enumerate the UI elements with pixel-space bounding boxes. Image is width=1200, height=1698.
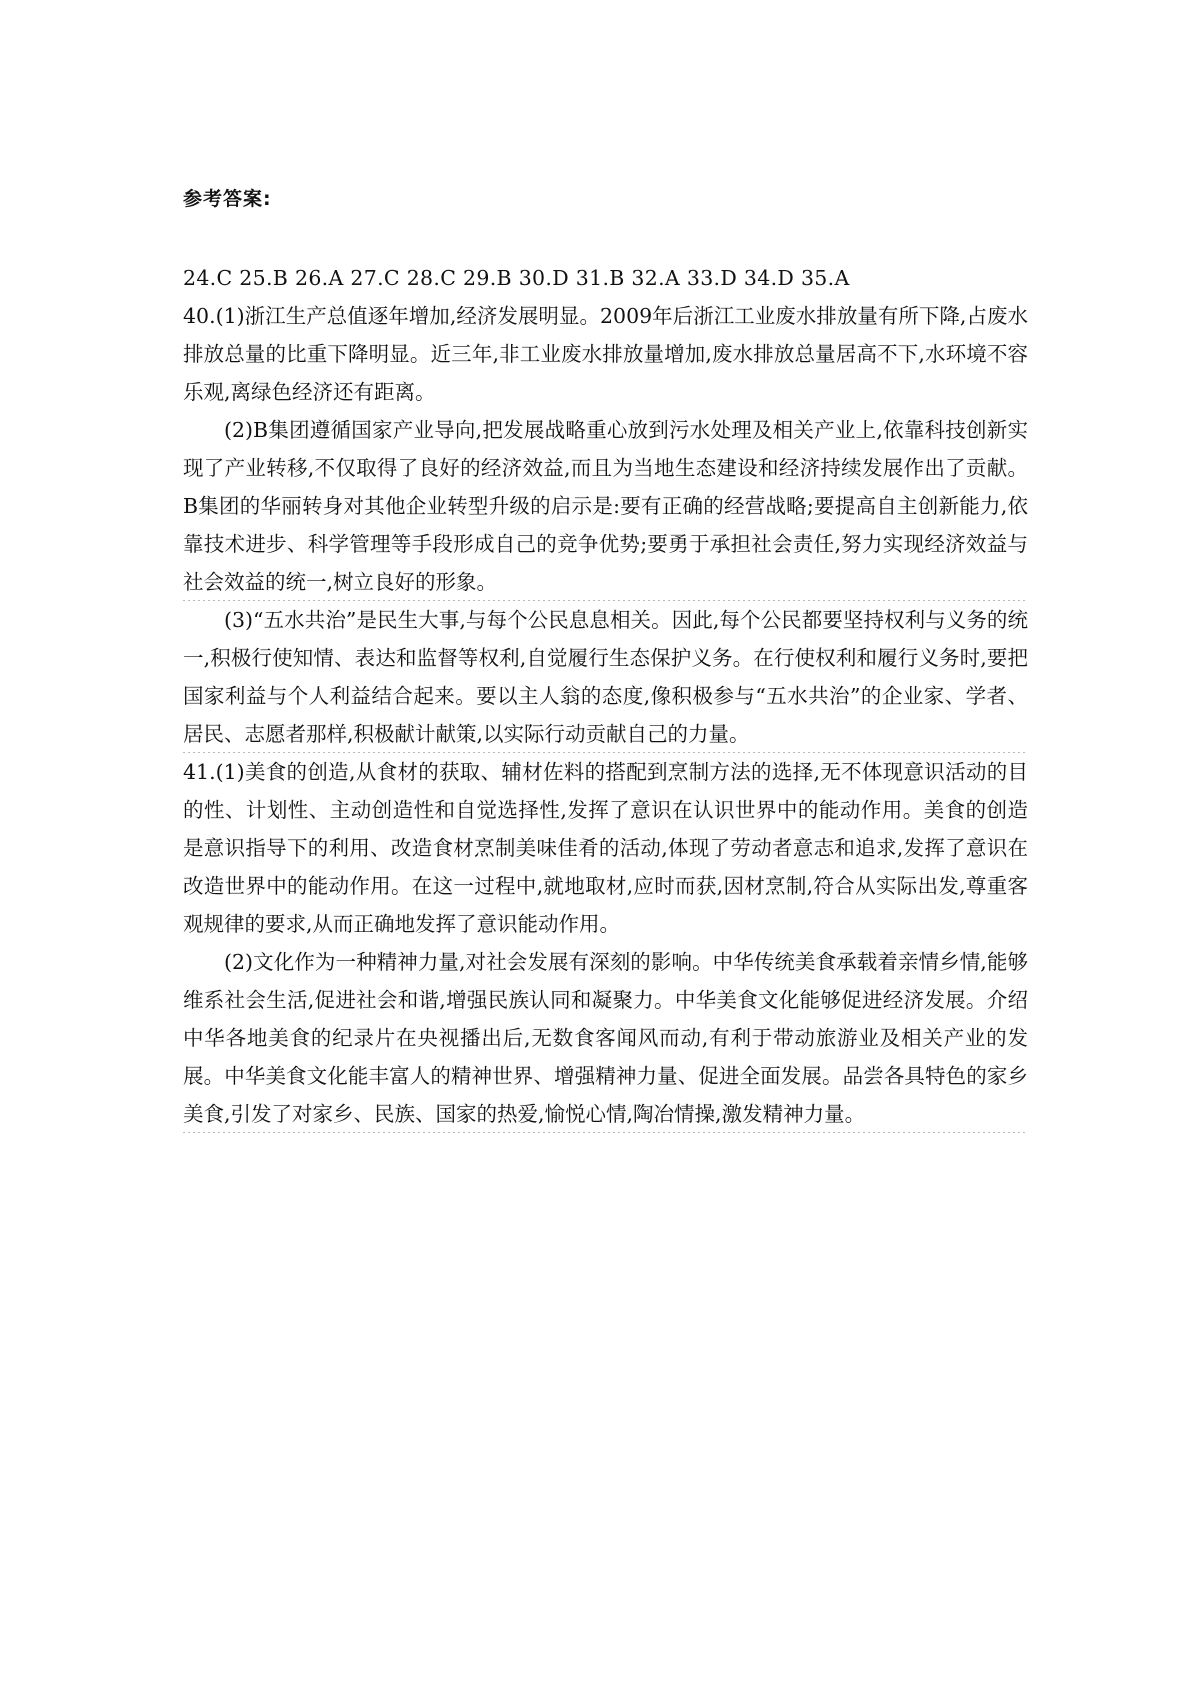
q41-part2: (2)文化作为一种精神力量,对社会发展有深刻的影响。中华传统美食承载着亲情乡情,能够维系社会生活,促进社会和谐,增强民族认同和凝聚力。中华美食文化能够促进经济发展。介绍中华各地美食的纪录片在央视播出后,无数食客闻风而动,有利于带动旅游业及相关产业的发展。中华美食文化能丰富人的精神世界、增强精神力量、促进全面发展。品尝各具特色的家乡美食,引发了对家乡、民族、国家的热爱,愉悦心情,陶冶情操,激发精神力量。 — [183, 943, 1028, 1133]
q41-part1: 41.(1)美食的创造,从食材的获取、辅材佐料的搭配到烹制方法的选择,无不体现意识活动的目的性、计划性、主动创造性和自觉选择性,发挥了意识在认识世界中的能动作用。美食的创造是意识指导下的利用、改造食材烹制美味佳肴的活动,体现了劳动者意志和追求,发挥了意识在改造世界中的能动作用。在这一过程中,就地取材,应时而获,因材烹制,符合从实际出发,尊重客观规律的要求,从而正确地发挥了意识能动作用。 — [183, 760, 1028, 936]
answer-page — [183, 0, 1028, 1698]
multiple-choice-answers: 24.C 25.B 26.A 27.C 28.C 29.B 30.D 31.B 32.A 33.D 34.D 35.A — [183, 266, 850, 290]
q40-part2: (2)B集团遵循国家产业导向,把发展战略重心放到污水处理及相关产业上,依靠科技创新实现了产业转移,不仅取得了良好的经济效益,而且为当地生态建设和经济持续发展作出了贡献。B集团的华丽转身对其他企业转型升级的启示是:要有正确的经营战略;要提高自主创新能力,依靠技术进步、科学管理等手段形成自己的竞争优势;要勇于承担社会责任,努力实现经济效益与社会效益的统一,树立良好的形象。 — [183, 411, 1028, 601]
q40-part3: (3)“五水共治”是民生大事,与每个公民息息相关。因此,每个公民都要坚持权利与义务的统一,积极行使知情、表达和监督等权利,自觉履行生态保护义务。在行使权利和履行义务时,要把国家利益与个人利益结合起来。要以主人翁的态度,像积极参与“五水共治”的企业家、学者、居民、志愿者那样,积极献计献策,以实际行动贡献自己的力量。 — [183, 601, 1028, 753]
q40-part1: 40.(1)浙江生产总值逐年增加,经济发展明显。2009年后浙江工业废水排放量有所下降,占废水排放总量的比重下降明显。近三年,非工业废水排放量增加,废水排放总量居高不下,水环境不容乐观,离绿色经济还有距离。 — [183, 304, 1028, 404]
answer-content — [183, 259, 1028, 1133]
answer-heading: 参考答案: — [183, 188, 272, 210]
